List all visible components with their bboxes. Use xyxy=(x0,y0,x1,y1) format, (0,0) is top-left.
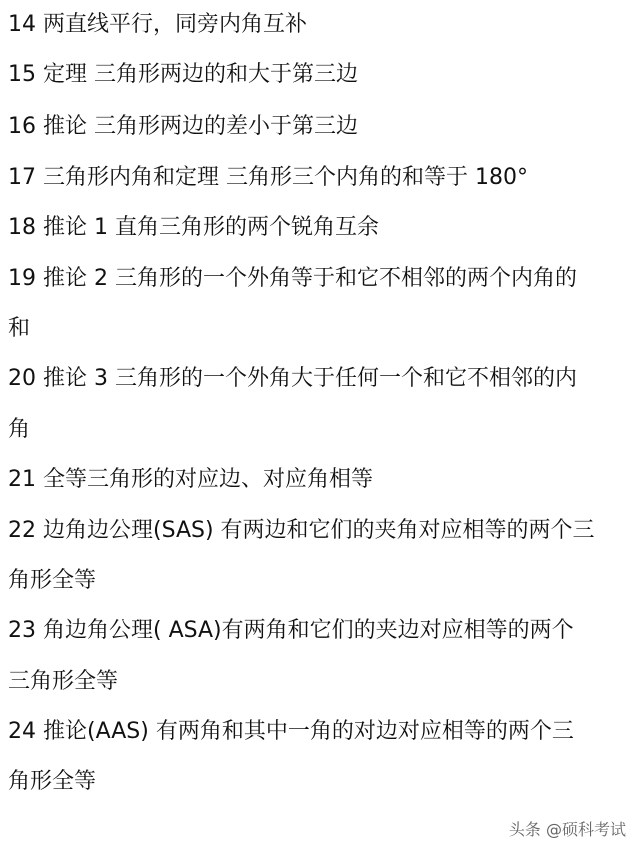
text-line-19-cont: 和 xyxy=(8,316,31,341)
watermark-text: 头条 @硕科考试 xyxy=(508,820,626,839)
text-line-15: 15 定理 三角形两边的和大于第三边 xyxy=(8,62,358,87)
text-line-22: 22 边角边公理(SAS) 有两边和它们的夹角对应相等的两个三 xyxy=(8,518,595,543)
text-line-22-cont: 角形全等 xyxy=(8,568,97,593)
text-line-24-cont: 角形全等 xyxy=(8,769,97,794)
text-line-23: 23 角边角公理( ASA)有两角和它们的夹边对应相等的两个 xyxy=(8,618,574,643)
text-line-24: 24 推论(AAS) 有两角和其中一角的对边对应相等的两个三 xyxy=(8,719,574,744)
text-line-23-cont: 三角形全等 xyxy=(8,669,119,694)
text-line-17: 17 三角形内角和定理 三角形三个内角的和等于 180° xyxy=(8,165,528,190)
text-line-20-cont: 角 xyxy=(8,417,31,442)
text-line-16: 16 推论 三角形两边的差小于第三边 xyxy=(8,114,358,139)
text-line-21: 21 全等三角形的对应边、对应角相等 xyxy=(8,467,373,492)
text-line-14: 14 两直线平行，同旁内角互补 xyxy=(8,12,307,37)
text-line-18: 18 推论 1 直角三角形的两个锐角互余 xyxy=(8,215,379,240)
text-line-19: 19 推论 2 三角形的一个外角等于和它不相邻的两个内角的 xyxy=(8,266,577,291)
text-line-20: 20 推论 3 三角形的一个外角大于任何一个和它不相邻的内 xyxy=(8,366,577,391)
